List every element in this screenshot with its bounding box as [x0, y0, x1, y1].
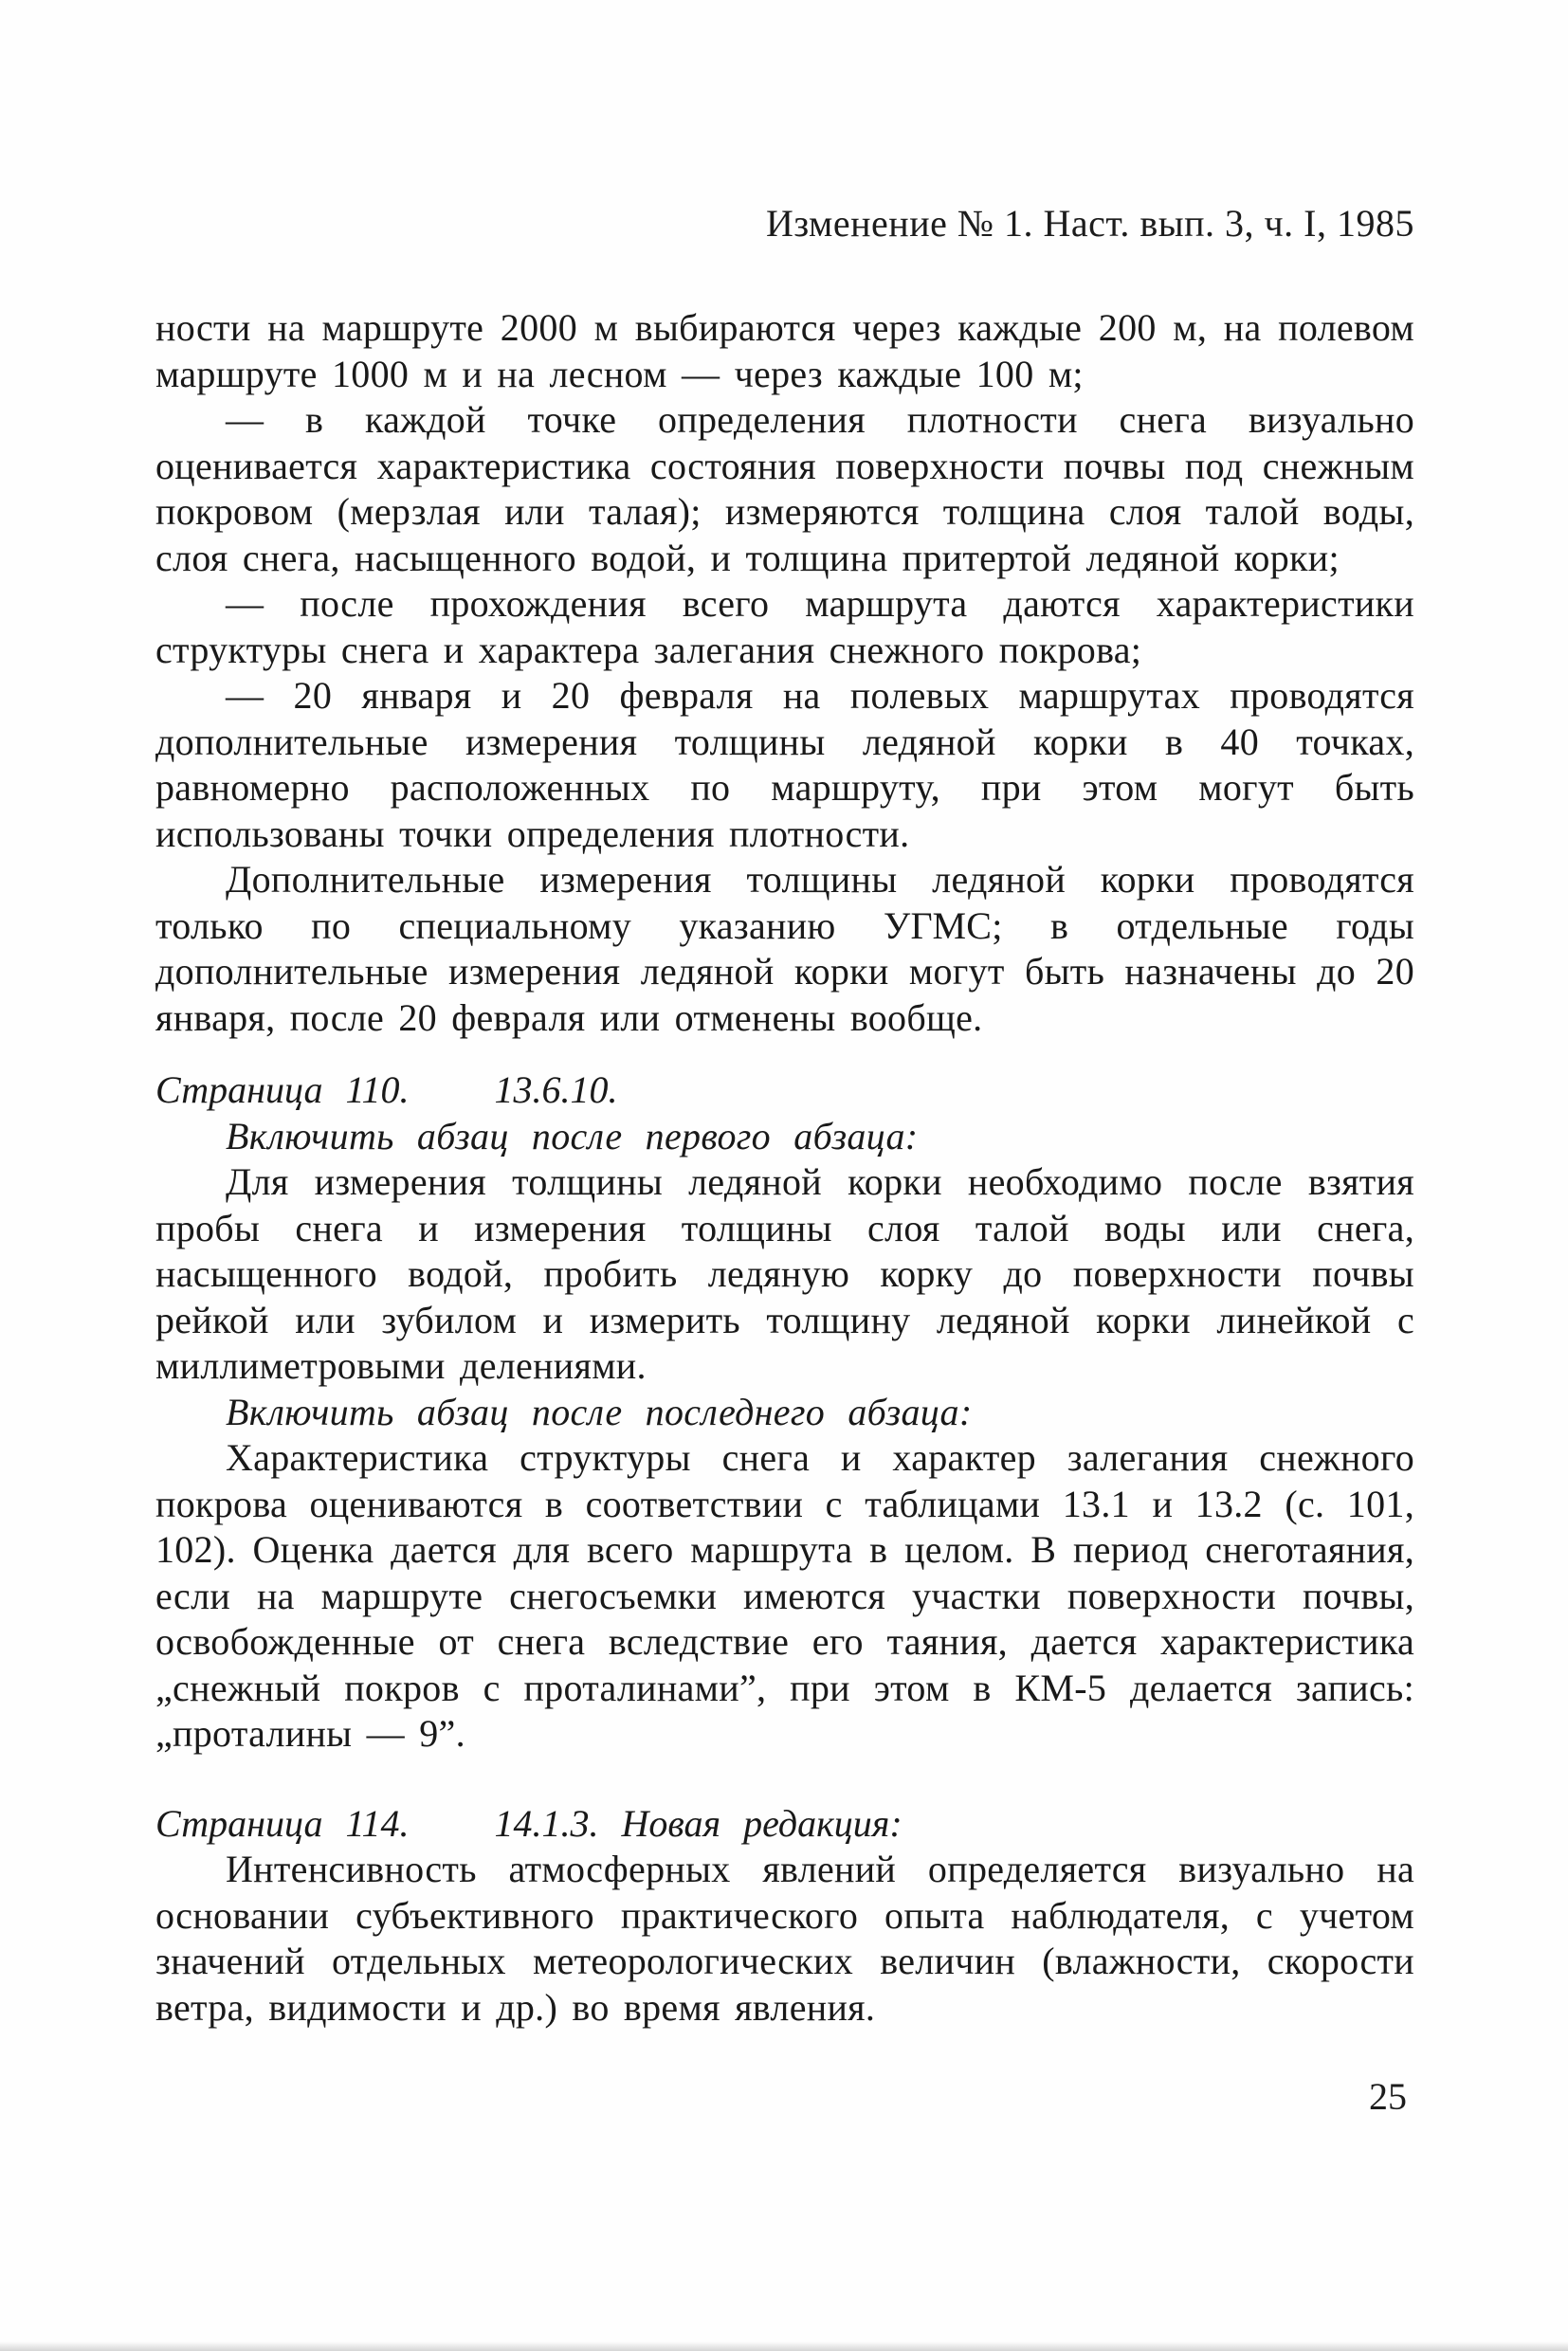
- section-heading-page-110: [155, 1067, 1414, 1114]
- edit-instruction-insert-after-first: Включить абзац после первого абзаца:: [226, 1114, 919, 1157]
- section-heading-page-label: Страница 110.: [155, 1068, 410, 1111]
- page-number: 25: [1369, 2075, 1407, 2118]
- section-heading-page-114: [155, 1801, 1414, 1848]
- paragraph-atmospheric-phenomena-intensity: Интенсивность атмосферных явлений определяется визуально на основании субъективного практического опыта наблюдателя, с учетом значений отдельных метеорологических величин (влажности, скорости ветра, видимости и др.) во время явления.: [155, 1848, 1414, 2029]
- running-header: [155, 201, 1414, 246]
- paragraph-snow-structure-characteristic: Характеристика структуры снега и характер залегания снежного покрова оцениваются в соответствии с таблицами 13.1 и 13.2 (с. 101, 102). Оценка дается для всего маршрута в целом. В период снеготаяния, если на маршруте снегосъемки имеются участки поверхности почвы, освобожденные от снега вследствие его таяния, дается характеристика „снежный покров с проталинами”, при этом в КМ-5 делается запись: „проталины — 9”.: [155, 1436, 1414, 1755]
- running-header-text: Изменение № 1. Наст. вып. 3, ч. I, 1985: [765, 202, 1414, 245]
- paragraph-continuation: ности на маршруте 2000 м выбираются через каждые 200 м, на полевом маршруте 1000 м и на лесном — через каждые 100 м;: [155, 306, 1414, 395]
- list-item-dash-1: — в каждой точке определения плотности снега визуально оценивается характеристика состояния поверхности почвы под снежным покровом (мерзлая или талая); измеряются толщина слоя талой воды, слоя снега, насыщенного водой, и толщина притертой ледяной корки;: [155, 398, 1414, 579]
- edit-instruction-insert-after-last: Включить абзац после последнего абзаца:: [226, 1390, 973, 1433]
- list-item-dash-2: — после прохождения всего маршрута даются характеристики структуры снега и характера залегания снежного покрова;: [155, 582, 1414, 671]
- section-heading-clause-ref: 14.1.3. Новая редакция:: [494, 1801, 903, 1845]
- list-item-dash-3: — 20 января и 20 февраля на полевых маршрутах проводятся дополнительные измерения толщины ледяной корки в 40 точках, равномерно расположенных по маршруту, при этом могут быть использованы точки определения плотности.: [155, 674, 1414, 855]
- paragraph-ice-crust-measurement: Для измерения толщины ледяной корки необходимо после взятия пробы снега и измерения толщины слоя талой воды или снега, насыщенного водой, пробить ледяную корку до поверхности почвы рейкой или зубилом и измерить толщину ледяной корки линейкой с миллиметровыми делениями.: [155, 1160, 1414, 1387]
- section-heading-page-label: Страница 114.: [155, 1801, 410, 1845]
- paragraph-additional-measurements: Дополнительные измерения толщины ледяной корки проводятся только по специальному указанию УГМС; в отдельные годы дополнительные измерения ледяной корки могут быть назначены до 20 января, после 20 февраля или отменены вообще.: [155, 858, 1414, 1039]
- scan-bottom-edge-shadow: [0, 2342, 1568, 2351]
- section-heading-clause-ref: 13.6.10.: [494, 1068, 618, 1111]
- page-content: [155, 305, 1414, 2031]
